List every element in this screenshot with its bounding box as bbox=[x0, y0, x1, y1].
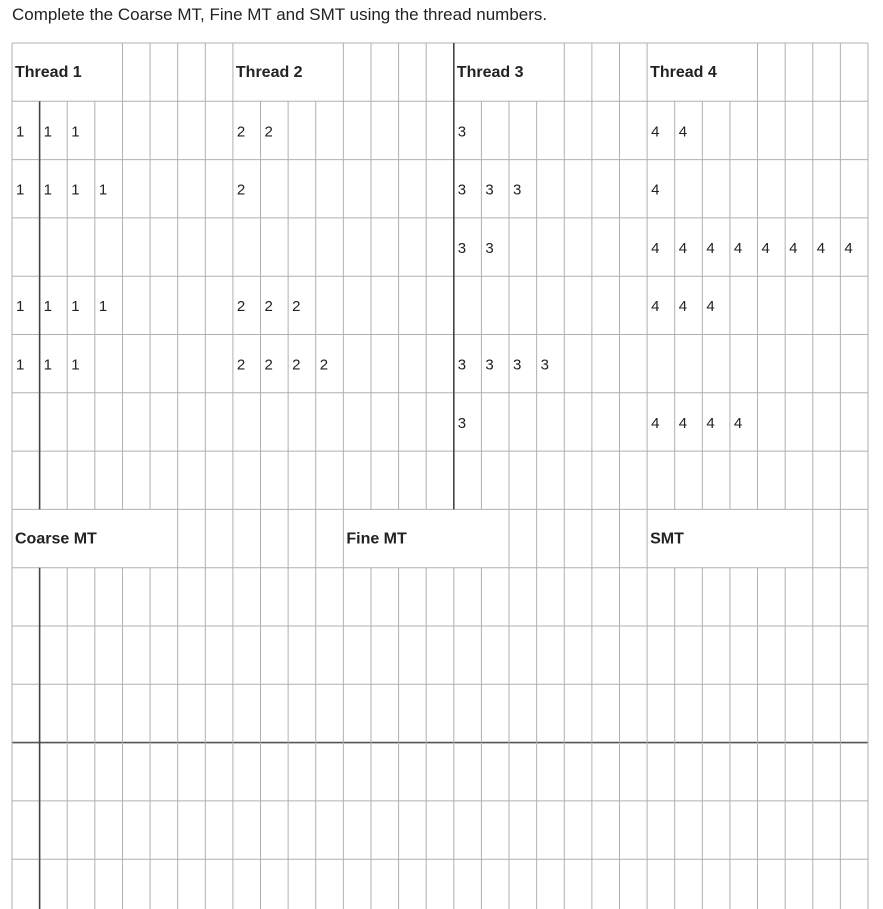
thread-cell-value: 3 bbox=[513, 356, 522, 374]
result-header-3: SMT bbox=[650, 530, 684, 548]
thread-cell-value: 1 bbox=[43, 356, 52, 374]
thread-cell-value: 4 bbox=[761, 239, 770, 257]
thread-cell-value: 3 bbox=[540, 356, 549, 374]
result-header-2: Fine MT bbox=[346, 530, 407, 548]
thread-cell-value: 1 bbox=[71, 123, 80, 141]
thread-cell-value: 2 bbox=[292, 356, 301, 374]
thread-cell-value: 4 bbox=[816, 239, 826, 257]
thread-cell-value: 1 bbox=[71, 181, 80, 199]
thread-cell-value: 4 bbox=[678, 239, 688, 257]
thread-cell-value: 2 bbox=[264, 356, 273, 374]
thread-cell-value: 4 bbox=[706, 414, 715, 432]
thread-cell-value: 4 bbox=[678, 298, 688, 316]
thread-cell-value: 4 bbox=[733, 239, 743, 257]
thread-cell-value: 4 bbox=[651, 123, 660, 141]
thread-cell-value: 4 bbox=[706, 298, 715, 316]
thread-cell-value: 3 bbox=[457, 239, 467, 257]
thread-cell-value: 2 bbox=[292, 298, 301, 316]
thread-cell-value: 3 bbox=[457, 414, 467, 432]
thread-cell-value: 3 bbox=[485, 356, 494, 374]
thread-cell-value: 4 bbox=[651, 239, 660, 257]
thread-cell-value: 2 bbox=[236, 123, 246, 141]
thread-cell-value: 1 bbox=[16, 298, 25, 316]
thread-cell-value: 3 bbox=[485, 239, 494, 257]
thread-cell-value: 2 bbox=[264, 298, 273, 316]
thread-cell-value: 2 bbox=[264, 123, 273, 141]
thread-cell-value: 2 bbox=[236, 181, 246, 199]
instruction-text: Complete the Coarse MT, Fine MT and SMT using the thread numbers. bbox=[12, 5, 548, 24]
thread-cell-value: 1 bbox=[98, 298, 108, 316]
thread-cell-value: 4 bbox=[651, 181, 660, 199]
thread-cell-value: 1 bbox=[98, 181, 108, 199]
thread-cell-value: 2 bbox=[319, 356, 329, 374]
thread-cell-value: 4 bbox=[733, 414, 743, 432]
grid-text bbox=[15, 64, 853, 547]
thread-cell-value: 4 bbox=[651, 298, 660, 316]
thread-cell-value: 1 bbox=[43, 123, 52, 141]
thread-cell-value: 1 bbox=[71, 298, 80, 316]
thread-cell-value: 1 bbox=[43, 181, 52, 199]
thread-cell-value: 1 bbox=[16, 123, 25, 141]
thread-cell-value: 3 bbox=[513, 181, 522, 199]
thread-header-1: Thread 1 bbox=[15, 64, 82, 81]
thread-cell-value: 1 bbox=[16, 356, 25, 374]
thread-cell-value: 3 bbox=[457, 356, 467, 374]
thread-cell-value: 4 bbox=[678, 414, 688, 432]
thread-cell-value: 4 bbox=[651, 414, 660, 432]
thread-header-2: Thread 2 bbox=[235, 64, 303, 81]
thread-header-3: Thread 3 bbox=[456, 64, 524, 81]
result-header-1: Coarse MT bbox=[15, 530, 97, 548]
thread-cell-value: 3 bbox=[457, 123, 467, 141]
thread-cell-value: 2 bbox=[236, 356, 246, 374]
thread-cell-value: 4 bbox=[844, 239, 853, 257]
thread-cell-value: 3 bbox=[457, 181, 467, 199]
thread-cell-value: 1 bbox=[71, 356, 80, 374]
thread-cell-value: 4 bbox=[706, 239, 715, 257]
thread-cell-value: 4 bbox=[789, 239, 798, 257]
thread-cell-value: 3 bbox=[485, 181, 494, 199]
thread-cell-value: 2 bbox=[236, 298, 246, 316]
thread-header-4: Thread 4 bbox=[650, 64, 717, 81]
thread-cell-value: 4 bbox=[678, 123, 688, 141]
grid-lines bbox=[12, 43, 868, 909]
thread-cell-value: 1 bbox=[43, 298, 52, 316]
thread-cell-value: 1 bbox=[16, 181, 25, 199]
